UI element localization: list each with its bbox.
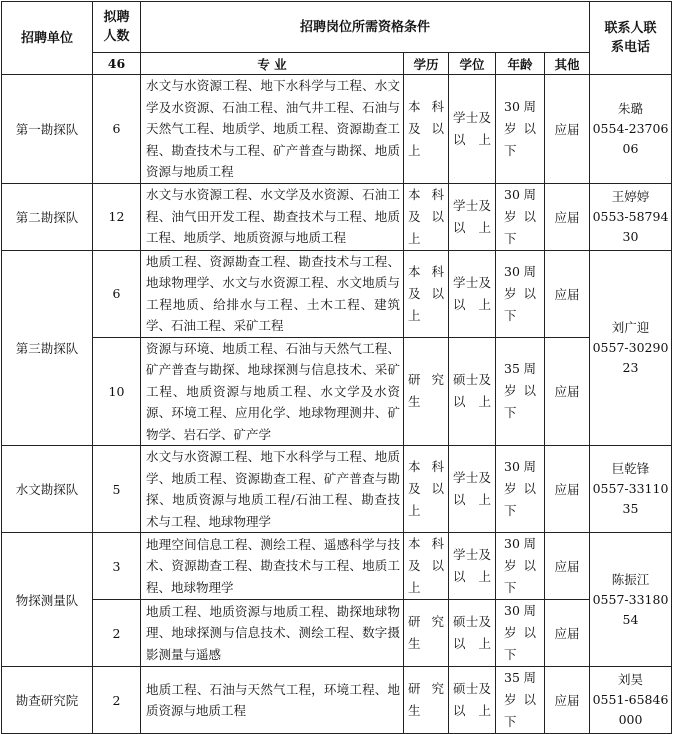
- major-cell: 地质工程、地质资源与地质工程、勘探地球物理、地球探测与信息技术、测绘工程、数字摄影测量与遥感: [141, 600, 404, 667]
- unit-cell: 第二勘探队: [2, 183, 93, 250]
- age-cell: 30周岁以下: [496, 446, 545, 533]
- major-cell: 地质工程、石油与天然气工程，环境工程、地质资源与地质工程: [141, 667, 404, 734]
- unit-cell: 勘查研究院: [2, 667, 93, 734]
- other-cell: 应届: [545, 600, 590, 667]
- education-cell: 研究生: [404, 600, 449, 667]
- header-other: 其他: [545, 53, 590, 75]
- table-row: [2, 337, 672, 446]
- contact-phone: 0557-3311035: [592, 481, 669, 516]
- unit-cell: 水文勘探队: [2, 446, 93, 533]
- education-cell: 研究生: [404, 667, 449, 734]
- major-cell: 水文与水资源工程、地下水科学与工程、水文学及水资源、石油工程、油气井工程、石油与天然气工程、地质学、地质工程、资源勘查工程、勘查技术与工程、矿产普查与勘探、地质资源与地质工程: [141, 75, 404, 184]
- table-row: [2, 533, 672, 600]
- count-cell: 2: [93, 667, 141, 734]
- header-degree: 学位: [449, 53, 496, 75]
- contact-name: 刘广迎: [611, 319, 650, 335]
- major-cell: 水文与水资源工程、水文学及水资源、石油工程、油气田开发工程、勘查技术与工程、地质工程、地质学、地质资源与地质工程: [141, 183, 404, 250]
- count-cell: 3: [93, 533, 141, 600]
- table-row: [2, 600, 672, 667]
- age-cell: 30周岁以下: [496, 533, 545, 600]
- education-cell: 本科及以上: [404, 183, 449, 250]
- header-education: 学历: [404, 53, 449, 75]
- header-unit: 招聘单位: [2, 2, 93, 75]
- count-cell: 6: [93, 75, 141, 184]
- major-cell: 水文与水资源工程、地下水科学与工程、地质学、地质工程、资源勘查工程、矿产普查与勘探、地质资源与地质工程/石油工程、勘查技术与工程、地球物理学: [141, 446, 404, 533]
- table-row: [2, 667, 672, 734]
- education-cell: 本科及以上: [404, 250, 449, 337]
- count-cell: 10: [93, 337, 141, 446]
- recruitment-table: [1, 1, 672, 734]
- other-cell: 应届: [545, 250, 590, 337]
- subheader-row: [2, 53, 672, 75]
- major-cell: 地理空间信息工程、测绘工程、遥感科学与技术、资源勘查工程、勘查技术与工程、地质工程、地球物理学: [141, 533, 404, 600]
- contact-name: 刘昊: [617, 672, 643, 687]
- education-cell: 本科及以上: [404, 75, 449, 184]
- header-major: 专 业: [141, 53, 404, 75]
- unit-cell: 物探测量队: [2, 533, 93, 667]
- major-cell: 地质工程、资源勘查工程、勘查技术与工程、地球物理学、水文与水资源工程、水文地质与工程地质、给排水与工程、土木工程、建筑学、石油工程、采矿工程: [141, 250, 404, 337]
- contact-cell: [590, 446, 672, 533]
- header-contact: 联系人联系电话: [590, 2, 672, 75]
- unit-cell: 第一勘探队: [2, 75, 93, 184]
- header-qualifications: 招聘岗位所需资格条件: [141, 2, 590, 53]
- degree-cell: 学士及以上: [449, 183, 496, 250]
- degree-cell: 学士及以上: [449, 75, 496, 184]
- contact-cell: [590, 533, 672, 667]
- header-count: 拟聘人数: [93, 2, 141, 53]
- header-age: 年龄: [496, 53, 545, 75]
- degree-cell: 学士及以上: [449, 446, 496, 533]
- table-row: [2, 75, 672, 184]
- degree-cell: 硕士及以上: [449, 667, 496, 734]
- age-cell: 35周岁以下: [496, 337, 545, 446]
- other-cell: 应届: [545, 533, 590, 600]
- degree-cell: 硕士及以上: [449, 337, 496, 446]
- header-row: [2, 2, 672, 53]
- contact-phone: 0553-5879430: [592, 208, 669, 244]
- age-cell: 30周岁以下: [496, 600, 545, 667]
- age-cell: 35周岁以下: [496, 667, 545, 734]
- count-cell: 6: [93, 250, 141, 337]
- contact-phone: 0557-3029023: [592, 339, 669, 375]
- count-cell: 12: [93, 183, 141, 250]
- contact-cell: [590, 250, 672, 446]
- age-cell: 30周岁以下: [496, 75, 545, 184]
- degree-cell: 学士及以上: [449, 250, 496, 337]
- contact-cell: [590, 75, 672, 184]
- unit-cell: 第三勘探队: [2, 250, 93, 446]
- contact-name: 朱璐: [617, 100, 643, 116]
- contact-phone: 0557-3318054: [592, 591, 669, 627]
- education-cell: 本科及以上: [404, 533, 449, 600]
- major-cell: 资源与环境、地质工程、石油与天然气工程、矿产普查与勘探、地球探测与信息技术、采矿工程、地质资源与地质工程、水文学及水资源、环境工程、应用化学、地球物理测井、矿物学、岩石学、矿产学: [141, 337, 404, 446]
- education-cell: 本科及以上: [404, 446, 449, 533]
- age-cell: 30周岁以下: [496, 250, 545, 337]
- contact-name: 巨乾锋: [611, 461, 650, 476]
- other-cell: 应届: [545, 446, 590, 533]
- other-cell: 应届: [545, 667, 590, 734]
- contact-phone: 0551-65846000: [592, 692, 669, 727]
- age-cell: 30周岁以下: [496, 183, 545, 250]
- contact-phone: 0554-2370606: [592, 120, 669, 156]
- contact-cell: [590, 183, 672, 250]
- degree-cell: 硕士及以上: [449, 600, 496, 667]
- other-cell: 应届: [545, 337, 590, 446]
- contact-name: 王婷婷: [611, 188, 650, 204]
- contact-cell: [590, 667, 672, 734]
- count-cell: 2: [93, 600, 141, 667]
- table-row: [2, 183, 672, 250]
- other-cell: 应届: [545, 183, 590, 250]
- contact-name: 陈振江: [611, 571, 650, 587]
- education-cell: 研究生: [404, 337, 449, 446]
- table-row: [2, 446, 672, 533]
- degree-cell: 学士及以上: [449, 533, 496, 600]
- count-cell: 5: [93, 446, 141, 533]
- other-cell: 应届: [545, 75, 590, 184]
- total-count: 46: [93, 53, 141, 75]
- table-row: [2, 250, 672, 337]
